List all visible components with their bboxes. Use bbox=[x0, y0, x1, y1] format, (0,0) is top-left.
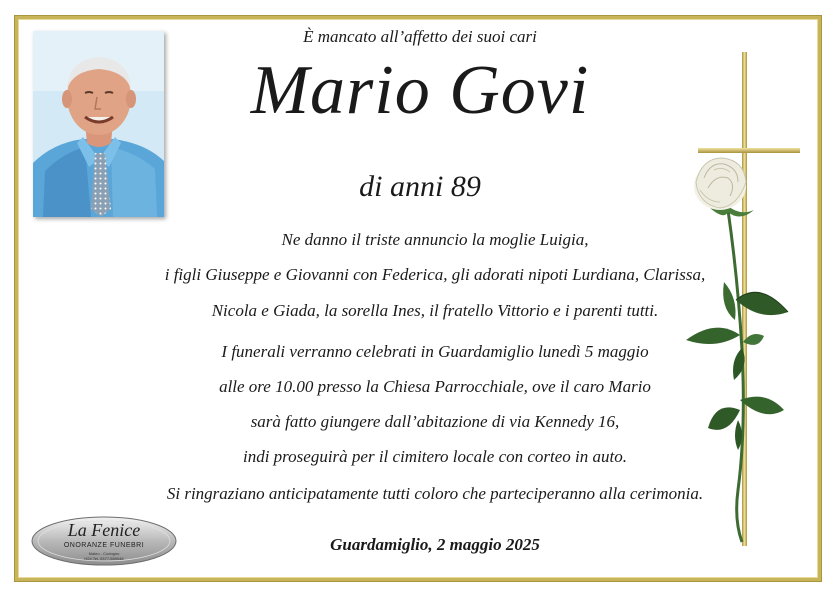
deceased-age: di anni 89 bbox=[359, 170, 481, 203]
cross-and-rose bbox=[680, 50, 810, 550]
funeral-line: alle ore 10.00 presso la Chiesa Parrocchiale, ove il caro Mario bbox=[219, 377, 651, 396]
funeral-line: sarà fatto giungere dall’abitazione di via Kennedy 16, bbox=[250, 412, 620, 431]
intro-text: È mancato all’affetto dei suoi cari bbox=[303, 27, 537, 46]
deceased-name: Mario Govi bbox=[250, 52, 590, 129]
logo-phone: H24 Tel. 0377-589046 bbox=[84, 556, 124, 561]
funeral-home-logo bbox=[30, 515, 178, 567]
announcement-line: i figli Giuseppe e Giovanni con Federica, gli adorati nipoti Lurdiana, Clarissa, bbox=[164, 265, 706, 284]
logo-title: La Fenice bbox=[67, 520, 141, 540]
logo-locations: Maleo - Codogno bbox=[88, 551, 120, 556]
place-date: Guardamiglio, 2 maggio 2025 bbox=[330, 535, 540, 554]
announcement-line: Ne danno il triste annuncio la moglie Luigia, bbox=[281, 230, 589, 249]
announcement-line: Nicola e Giada, la sorella Ines, il fratello Vittorio e i parenti tutti. bbox=[211, 301, 659, 320]
rose-icon bbox=[686, 158, 788, 542]
thanks-line: Si ringraziano anticipatamente tutti coloro che parteciperanno alla cerimonia. bbox=[166, 484, 704, 503]
funeral-line: indi proseguirà per il cimitero locale con corteo in auto. bbox=[242, 447, 628, 466]
funeral-line: I funerali verranno celebrati in Guardamiglio lunedì 5 maggio bbox=[221, 342, 649, 361]
logo-subtitle: ONORANZE FUNEBRI bbox=[63, 542, 145, 549]
portrait-photo bbox=[33, 31, 164, 217]
